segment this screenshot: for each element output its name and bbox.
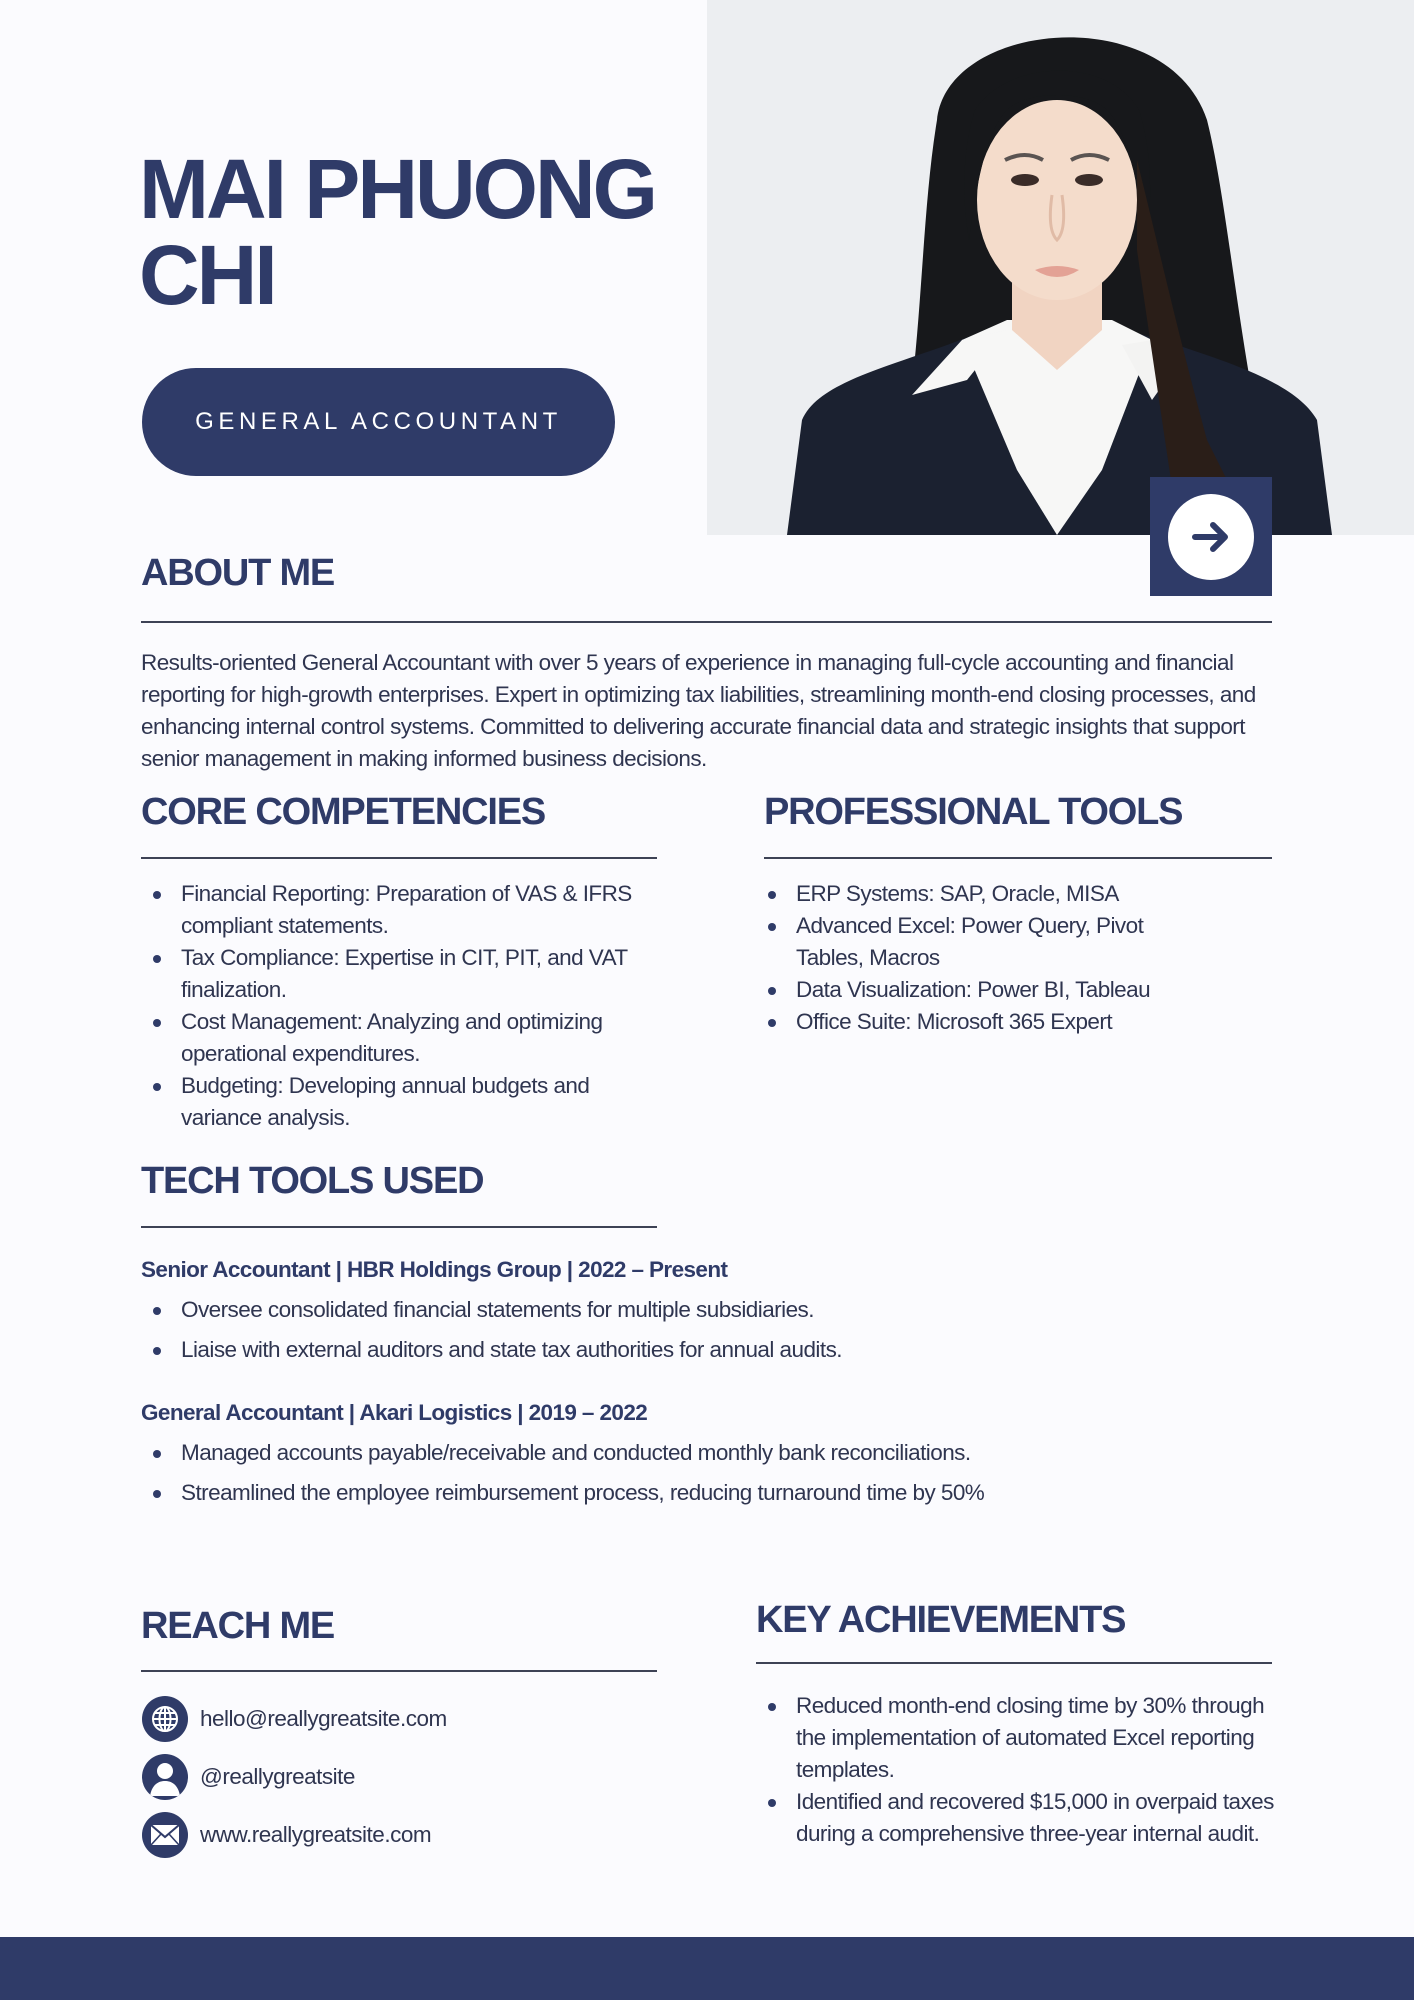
list-item: Financial Reporting: Preparation of VAS & IFRS compliant statements.	[141, 878, 671, 942]
contact-list	[142, 1696, 447, 1870]
reach-me-divider	[141, 1670, 657, 1672]
professional-tools-divider	[764, 857, 1272, 859]
arrow-circle	[1168, 494, 1254, 580]
core-competencies-list	[141, 878, 671, 1134]
name-line-2: CHI	[139, 228, 275, 322]
key-achievements-divider	[756, 1662, 1272, 1664]
list-item: Office Suite: Microsoft 365 Expert	[756, 1006, 1186, 1038]
contact-social-text: @reallygreatsite	[200, 1764, 355, 1789]
contact-website-text: www.reallygreatsite.com	[200, 1822, 432, 1847]
job-2-bullets	[141, 1433, 1241, 1513]
contact-email-text: hello@reallygreatsite.com	[200, 1706, 447, 1731]
about-text: Results-oriented General Accountant with over 5 years of experience in managing full-cycle accounting and financial reporting for high-growth enterprises. Expert in optimizing tax liabilities, streamlining month-end closing processes, and enhancing internal control systems. Committed to delivering accurate financial data and strategic insights that support senior management in making informed business decisions.	[141, 650, 1256, 771]
job-title-text: GENERAL ACCOUNTANT	[195, 408, 562, 435]
list-item: Liaise with external auditors and state tax authorities for annual audits.	[141, 1330, 1241, 1370]
user-icon	[142, 1754, 188, 1800]
list-item: Identified and recovered $15,000 in overpaid taxes during a comprehensive three-year internal audit.	[756, 1786, 1296, 1850]
list-item: Reduced month-end closing time by 30% through the implementation of automated Excel reporting templates.	[756, 1690, 1296, 1786]
name-line-1: MAI PHUONG	[139, 142, 655, 236]
arrow-right-icon	[1187, 513, 1235, 561]
professional-tools-heading: PROFESSIONAL TOOLS	[764, 791, 1183, 833]
arrow-button[interactable]	[1150, 477, 1272, 596]
globe-icon	[142, 1696, 188, 1742]
list-item: Oversee consolidated financial statements for multiple subsidiaries.	[141, 1290, 1241, 1330]
key-achievements-heading: KEY ACHIEVEMENTS	[756, 1599, 1126, 1641]
contact-social[interactable]	[142, 1754, 447, 1800]
core-competencies-divider	[141, 857, 657, 859]
list-item: Managed accounts payable/receivable and conducted monthly bank reconciliations.	[141, 1433, 1241, 1473]
professional-tools-list	[756, 878, 1186, 1038]
list-item: Budgeting: Developing annual budgets and variance analysis.	[141, 1070, 671, 1134]
list-item: Cost Management: Analyzing and optimizing operational expenditures.	[141, 1006, 671, 1070]
tech-tools-heading: TECH TOOLS USED	[141, 1160, 484, 1202]
list-item: Data Visualization: Power BI, Tableau	[756, 974, 1186, 1006]
list-item: Tax Compliance: Expertise in CIT, PIT, and VAT finalization.	[141, 942, 671, 1006]
footer-band	[0, 1937, 1414, 2000]
about-heading: ABOUT ME	[141, 552, 335, 594]
job-title-badge	[142, 368, 615, 476]
list-item: Advanced Excel: Power Query, Pivot Tables, Macros	[756, 910, 1186, 974]
envelope-icon	[142, 1812, 188, 1858]
core-competencies-heading: CORE COMPETENCIES	[141, 791, 545, 833]
portrait-illustration	[707, 0, 1414, 535]
reach-me-heading: REACH ME	[141, 1605, 335, 1647]
list-item: Streamlined the employee reimbursement process, reducing turnaround time by 50%	[141, 1473, 1241, 1513]
job-1-bullets	[141, 1290, 1241, 1370]
contact-email[interactable]	[142, 1696, 447, 1742]
list-item: ERP Systems: SAP, Oracle, MISA	[756, 878, 1186, 910]
about-divider	[141, 621, 1272, 623]
profile-photo	[707, 0, 1414, 535]
job-1-title: Senior Accountant | HBR Holdings Group | 2022 – Present	[141, 1257, 728, 1282]
contact-website[interactable]	[142, 1812, 447, 1858]
candidate-name	[139, 142, 739, 322]
key-achievements-list	[756, 1690, 1296, 1850]
tech-tools-divider	[141, 1226, 657, 1228]
job-2-title: General Accountant | Akari Logistics | 2019 – 2022	[141, 1400, 648, 1425]
